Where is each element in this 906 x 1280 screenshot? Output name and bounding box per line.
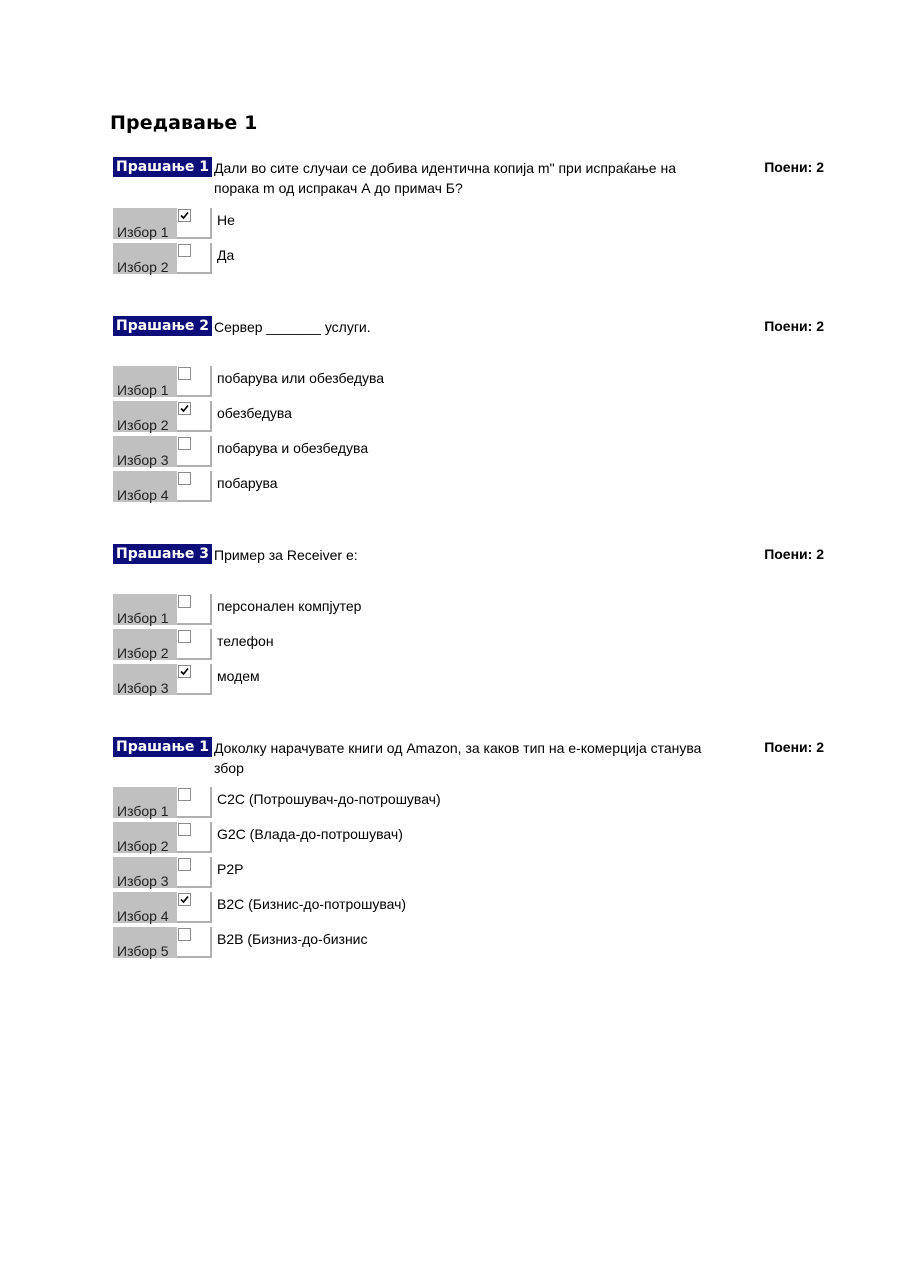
choice-checkbox-cell [177, 664, 212, 695]
question-badge: Прашање 2 [113, 316, 212, 336]
choice-label: Избор 1 [113, 594, 177, 625]
checkbox[interactable] [178, 437, 191, 450]
choice-checkbox-cell [177, 927, 212, 958]
question-points: Поени: 2 [764, 739, 824, 755]
checkbox[interactable] [178, 823, 191, 836]
choice-checkbox-cell [177, 436, 212, 467]
choice-text: модем [217, 668, 260, 684]
choice-text: побарува и обезбедува [217, 440, 369, 456]
choice-checkbox-cell [177, 857, 212, 888]
choice-label: Избор 2 [113, 822, 177, 853]
question-points: Поени: 2 [764, 546, 824, 562]
choice-checkbox-cell [177, 208, 212, 239]
question-header [113, 316, 828, 336]
question-header [113, 737, 828, 776]
question-points: Поени: 2 [764, 318, 824, 334]
question-3 [113, 544, 828, 696]
choice-label: Избор 2 [113, 401, 177, 432]
question-badge: Прашање 1 [113, 157, 212, 177]
choice-checkbox-cell [177, 401, 212, 432]
choice-label: Избор 1 [113, 366, 177, 397]
choice-text: Да [217, 247, 235, 263]
checkbox[interactable] [178, 788, 191, 801]
choice-label: Избор 2 [113, 629, 177, 660]
checkbox[interactable] [178, 665, 191, 678]
choice-text: C2C (Потрошувач-до-потрошувач) [217, 791, 441, 807]
checkmark-icon [180, 895, 189, 904]
checkbox[interactable] [178, 630, 191, 643]
choice-text: B2B (Бизниз-до-бизнис [217, 931, 368, 947]
question-header [113, 157, 828, 196]
checkmark-icon [180, 211, 189, 220]
choice-checkbox-cell [177, 366, 212, 397]
checkbox[interactable] [178, 858, 191, 871]
choice-checkbox-cell [177, 243, 212, 274]
question-2 [113, 316, 828, 503]
question-text: Сервер _______ услуги. [214, 319, 371, 335]
choice-text: побарува [217, 475, 278, 491]
checkbox[interactable] [178, 244, 191, 257]
checkbox[interactable] [178, 472, 191, 485]
question-4 [113, 737, 828, 959]
choice-checkbox-cell [177, 892, 212, 923]
choice-text: G2C (Влада-до-потрошувач) [217, 826, 403, 842]
question-text: Доколку нарачувате книги од Amazon, за каков тип на е-комерција станува збор [214, 740, 702, 776]
choice-label: Избор 1 [113, 208, 177, 239]
choice-label: Избор 1 [113, 787, 177, 818]
choice-label: Избор 2 [113, 243, 177, 274]
choice-label: Избор 3 [113, 436, 177, 467]
choice-label: Избор 3 [113, 857, 177, 888]
checkmark-icon [180, 667, 189, 676]
question-header [113, 544, 828, 564]
choice-checkbox-cell [177, 471, 212, 502]
checkbox[interactable] [178, 402, 191, 415]
checkbox[interactable] [178, 595, 191, 608]
question-badge: Прашање 1 [113, 737, 212, 757]
question-points: Поени: 2 [764, 159, 824, 175]
checkbox[interactable] [178, 209, 191, 222]
choice-checkbox-cell [177, 787, 212, 818]
choice-label: Избор 4 [113, 892, 177, 923]
choice-text: Не [217, 212, 235, 228]
choice-text: обезбедува [217, 405, 292, 421]
choice-text: персонален компјутер [217, 598, 362, 614]
choice-label: Избор 4 [113, 471, 177, 502]
question-1 [113, 157, 828, 275]
choice-text: P2P [217, 861, 244, 877]
checkbox[interactable] [178, 367, 191, 380]
question-text: Дали во сите случаи се добива идентична копија m" при испраќање на порака m од испракач А до примач Б? [214, 160, 676, 196]
checkbox[interactable] [178, 928, 191, 941]
choice-text: телефон [217, 633, 274, 649]
checkbox[interactable] [178, 893, 191, 906]
question-badge: Прашање 3 [113, 544, 212, 564]
question-text: Пример за Receiver е: [214, 547, 358, 563]
choice-label: Избор 3 [113, 664, 177, 695]
choice-text: B2C (Бизнис-до-потрошувач) [217, 896, 407, 912]
choice-checkbox-cell [177, 629, 212, 660]
choice-checkbox-cell [177, 594, 212, 625]
checkmark-icon [180, 404, 189, 413]
choice-text: побарува или обезбедува [217, 370, 385, 386]
page-title: Предавање 1 [110, 112, 258, 134]
choice-checkbox-cell [177, 822, 212, 853]
choice-label: Избор 5 [113, 927, 177, 958]
